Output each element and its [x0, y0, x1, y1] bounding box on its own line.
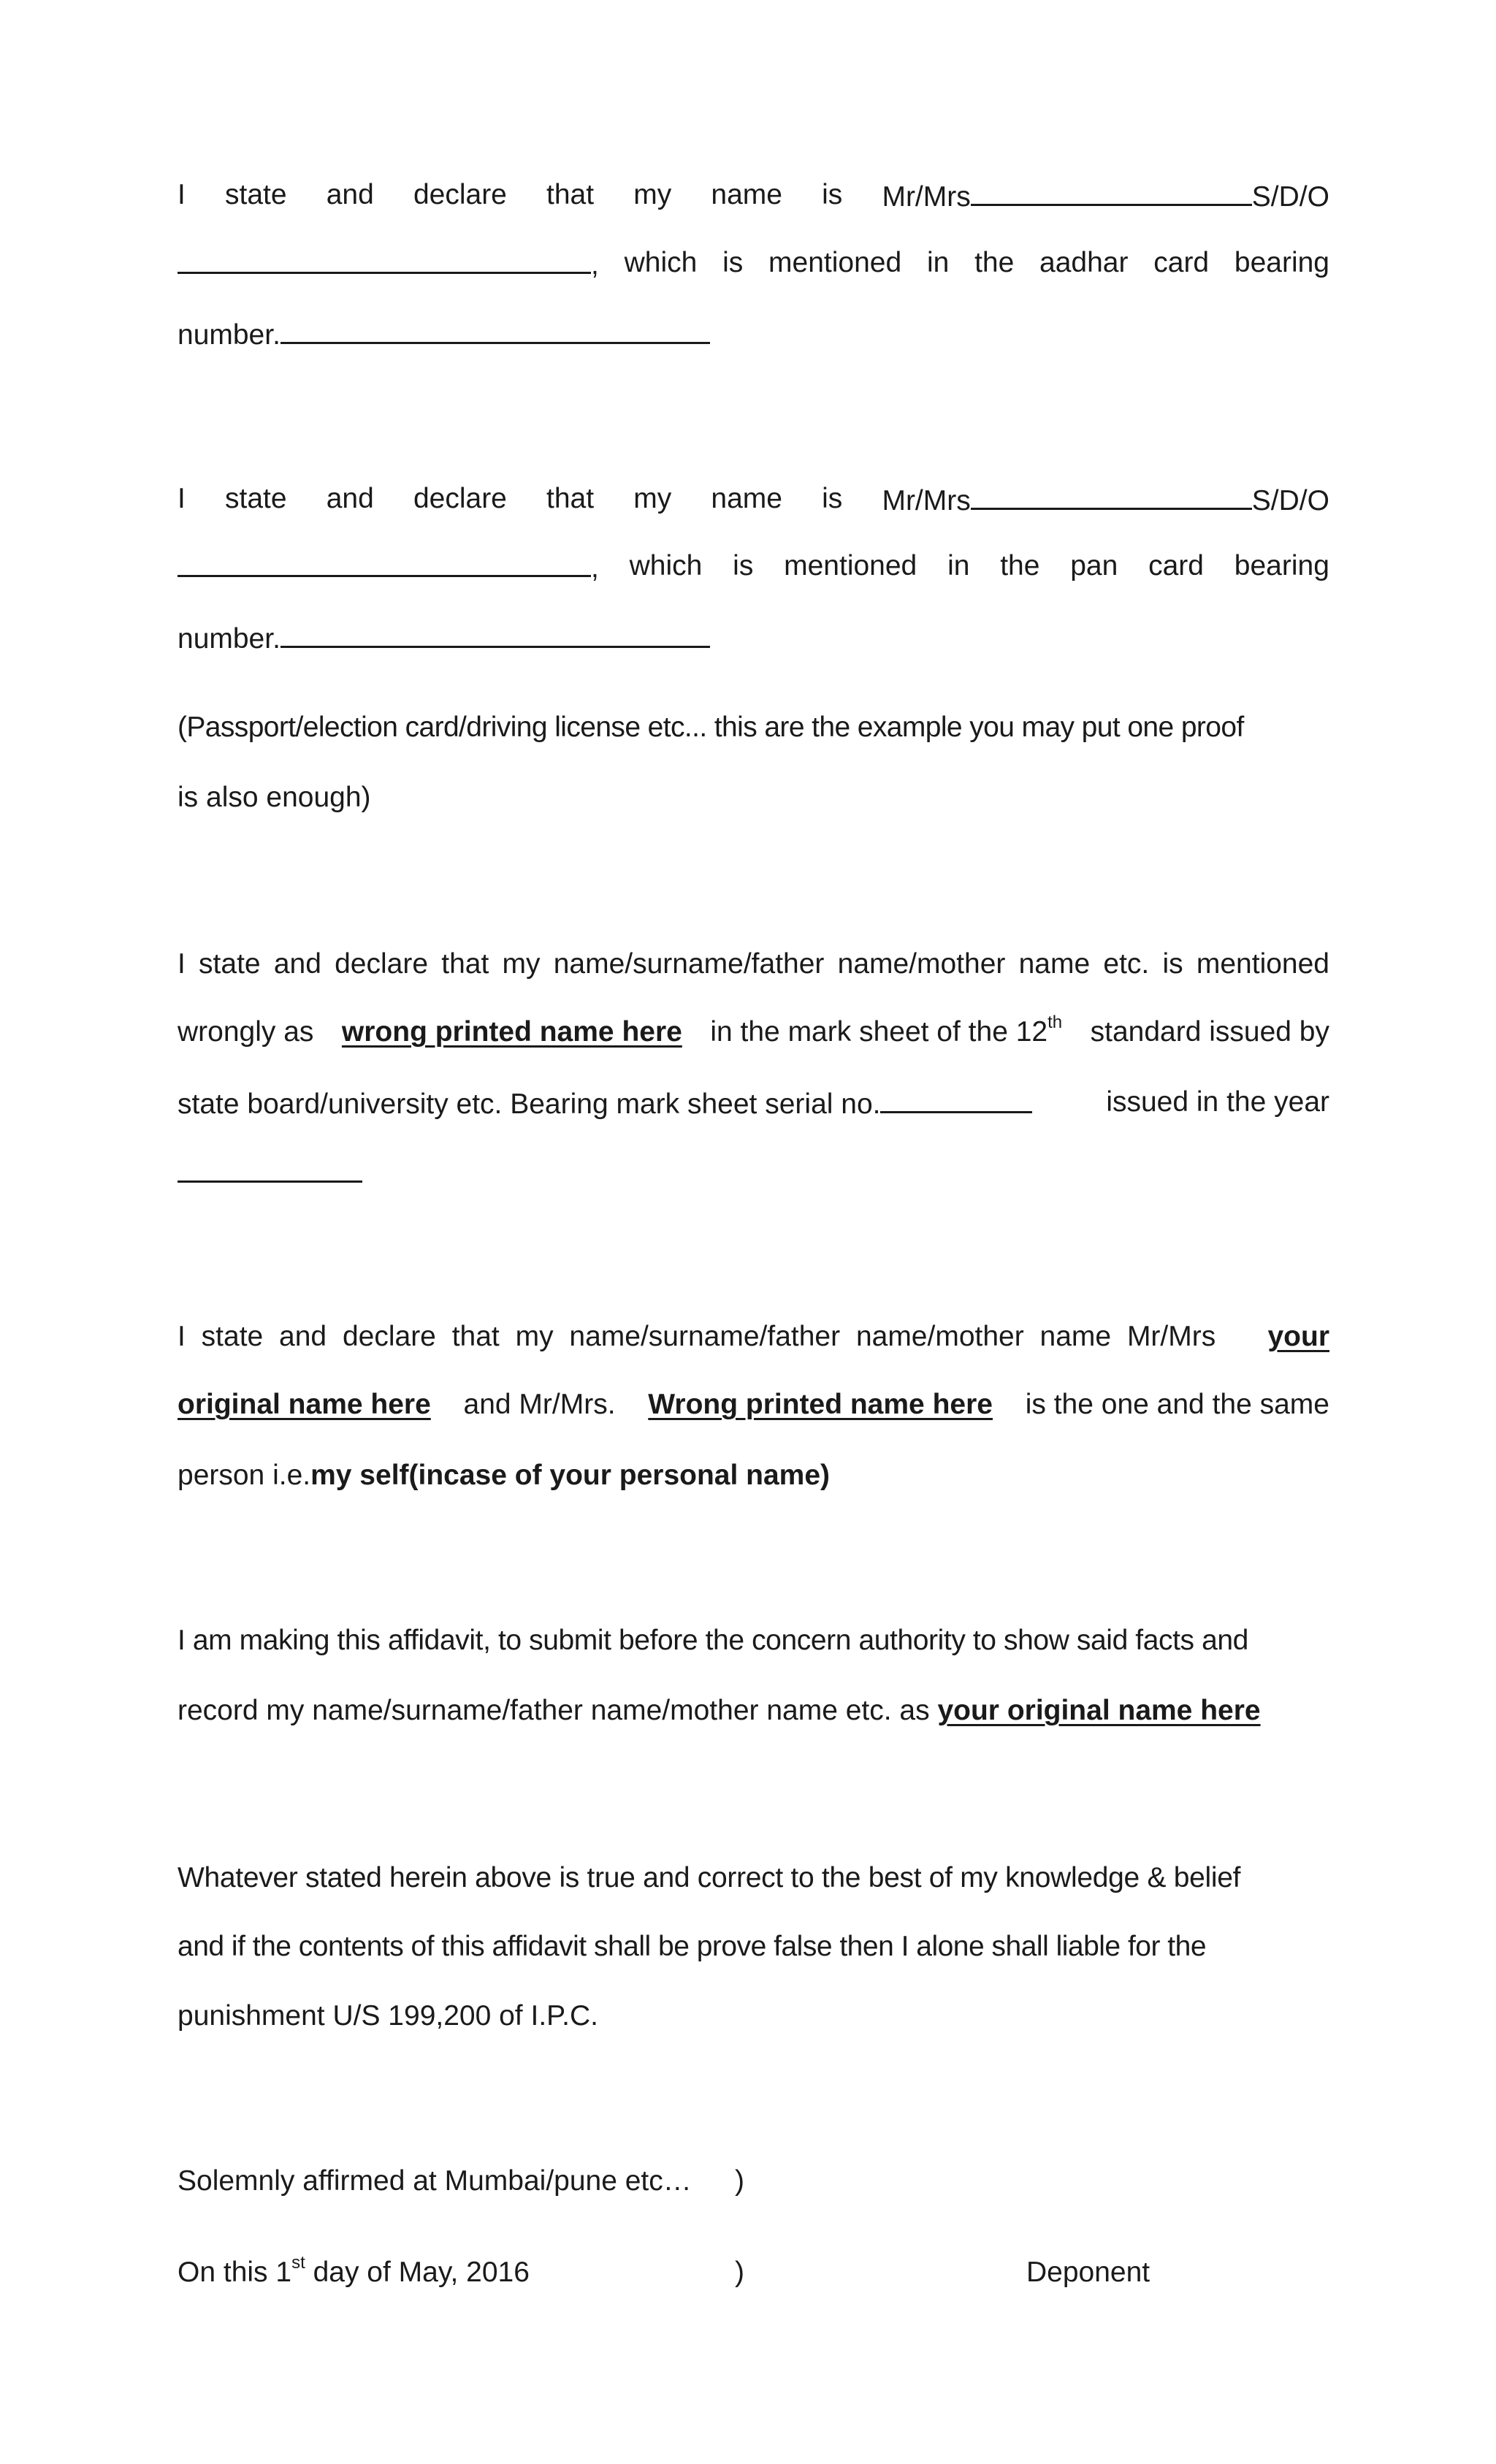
wrong-name-placeholder: Wrong printed name here	[648, 1389, 993, 1420]
parent-name-blank[interactable]	[178, 549, 591, 577]
para3-line2	[178, 1012, 1329, 1050]
text: issued in the year	[1106, 1086, 1329, 1118]
word: I	[178, 179, 186, 210]
pan-number-blank[interactable]	[280, 619, 710, 648]
word: and	[326, 483, 374, 514]
para3-line1	[178, 947, 1329, 982]
word: I	[178, 483, 186, 514]
word: is	[822, 179, 843, 210]
text: day of May, 2016	[313, 2257, 530, 2288]
text: standard issued by	[1090, 1016, 1329, 1048]
word: that	[546, 483, 595, 514]
ordinal-suffix: th	[1047, 1012, 1063, 1032]
original-name-placeholder: your original name here	[937, 1695, 1261, 1726]
para5-line1	[178, 1623, 1329, 1658]
date-text	[178, 2255, 530, 2290]
word: pan	[1070, 550, 1118, 581]
deponent-label: Deponent	[1026, 2257, 1150, 2288]
note-line1	[178, 710, 1329, 745]
para5-line2	[178, 1693, 1329, 1728]
text-with-ordinal	[710, 1012, 1063, 1050]
para3-line3	[178, 1085, 1329, 1120]
name-field-group	[882, 481, 1329, 516]
word: bearing	[1234, 247, 1329, 278]
note-text: is also enough)	[178, 782, 371, 813]
parent-name-blank[interactable]	[178, 245, 591, 274]
aadhar-number-blank[interactable]	[280, 316, 710, 344]
word: mentioned	[768, 247, 902, 278]
sdo-label: S/D/O	[1251, 181, 1329, 213]
word: my	[633, 483, 672, 514]
text: and if the contents of this affidavit shall be prove false then I alone shall liable for the	[178, 1931, 1207, 1962]
text: person i.e.	[178, 1460, 311, 1491]
word: aadhar	[1039, 247, 1129, 278]
text: in the mark sheet of the 12	[710, 1016, 1048, 1048]
wrong-name-placeholder: wrong printed name here	[341, 1016, 682, 1048]
para2-line1	[178, 481, 1329, 516]
word: name	[711, 483, 782, 514]
name-field-group	[882, 178, 1329, 213]
word: that	[546, 179, 595, 210]
word: state	[225, 179, 287, 210]
ordinal-suffix: st	[291, 2253, 305, 2273]
comma: ,	[591, 552, 599, 584]
mr-mrs-label: Mr/Mrs	[882, 181, 971, 213]
mr-mrs-label: Mr/Mrs	[882, 485, 971, 516]
closing-paren: )	[735, 2257, 744, 2288]
original-name-placeholder: your	[1267, 1321, 1329, 1352]
para3-line4	[178, 1154, 1329, 1189]
word: which	[629, 550, 703, 581]
text: state board/university etc. Bearing mark sheet serial no.	[178, 1088, 881, 1120]
word: which	[624, 247, 698, 278]
word: state	[225, 483, 287, 514]
word: name	[711, 179, 782, 210]
text: is the one and the same	[1025, 1389, 1329, 1420]
word: mentioned	[784, 550, 917, 581]
para6-line1	[178, 1861, 1329, 1896]
text: wrongly as	[178, 1016, 314, 1048]
text: I state and declare that my name/surname/father name/mother name Mr/Mrs	[178, 1321, 1216, 1352]
note-text: (Passport/election card/driving license etc... this are the example you may put one proof	[178, 712, 1244, 743]
word: and	[326, 179, 374, 210]
para1-line3	[178, 316, 1329, 351]
word: declare	[413, 483, 507, 514]
word: bearing	[1234, 550, 1329, 581]
note-line2	[178, 780, 1329, 815]
original-name-placeholder: original name here	[178, 1389, 431, 1420]
para6-line3	[178, 1999, 1329, 2034]
year-blank[interactable]	[178, 1154, 362, 1183]
text: On this 1	[178, 2257, 292, 2288]
para4-line1	[178, 1319, 1329, 1354]
text: and Mr/Mrs.	[463, 1389, 616, 1420]
parent-field-group	[178, 245, 599, 281]
date-line	[178, 2255, 1329, 2290]
word: the	[974, 247, 1015, 278]
para4-line2	[178, 1387, 1329, 1422]
text: record my name/surname/father name/mother name etc. as	[178, 1695, 930, 1726]
name-blank[interactable]	[971, 481, 1252, 510]
serial-group	[178, 1085, 1032, 1120]
name-blank[interactable]	[971, 178, 1252, 206]
para1-line1	[178, 178, 1329, 213]
parent-field-group	[178, 549, 599, 584]
word: in	[947, 550, 970, 581]
para2-line2	[178, 549, 1329, 584]
closing-paren: )	[735, 2165, 744, 2197]
sdo-label: S/D/O	[1251, 485, 1329, 516]
word: my	[633, 179, 672, 210]
para2-line3	[178, 619, 1329, 655]
word: card	[1153, 247, 1210, 278]
word: is	[733, 550, 754, 581]
number-label: number.	[178, 319, 280, 351]
affirmed-line	[178, 2164, 1329, 2199]
word: declare	[413, 179, 507, 210]
affirmed-text: Solemnly affirmed at Mumbai/pune etc…	[178, 2165, 692, 2197]
para4-line3	[178, 1458, 1329, 1493]
para6-line2	[178, 1929, 1329, 1964]
number-label: number.	[178, 623, 280, 655]
serial-no-blank[interactable]	[880, 1085, 1032, 1113]
word: in	[926, 247, 950, 278]
text: punishment U/S 199,200 of I.P.C.	[178, 2000, 598, 2032]
word: is	[722, 247, 744, 278]
word: is	[822, 483, 843, 514]
comma: ,	[591, 249, 599, 281]
word: card	[1148, 550, 1204, 581]
para1-line2	[178, 245, 1329, 281]
self-note: my self(incase of your personal name)	[310, 1460, 831, 1491]
word: the	[1000, 550, 1040, 581]
text: Whatever stated herein above is true and correct to the best of my knowledge & belief	[178, 1862, 1241, 1893]
text: I am making this affidavit, to submit before the concern authority to show said facts and	[178, 1625, 1248, 1656]
para3-text: I state and declare that my name/surname/father name/mother name etc. is mentioned	[178, 948, 1329, 980]
